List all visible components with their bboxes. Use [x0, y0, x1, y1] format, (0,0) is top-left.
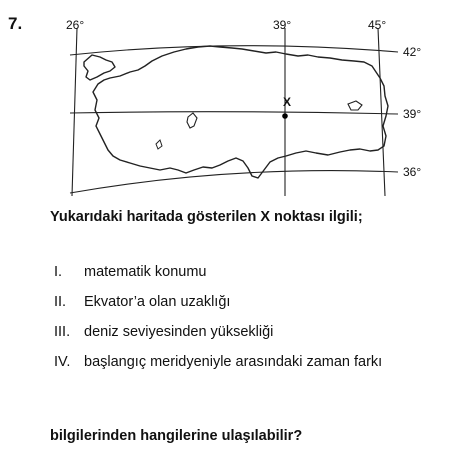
option-numeral: I. [54, 264, 63, 280]
lake-tuz [187, 113, 197, 128]
parallel-label-42: 42° [403, 45, 422, 59]
meridian-label-26: 26° [66, 18, 85, 32]
question-number: 7. [8, 14, 23, 33]
point-x-label: X [283, 95, 292, 109]
thrace-outline [84, 55, 115, 80]
meridian-label-39: 39° [273, 18, 292, 32]
option-item [54, 322, 444, 343]
turkey-map [0, 0, 451, 205]
parallel-label-39: 39° [403, 107, 422, 121]
parallel-line-42 [70, 46, 398, 55]
option-item [54, 352, 444, 373]
question-stem: Yukarıdaki haritada gösterilen X noktası ilgili; [50, 209, 363, 225]
option-list [54, 262, 444, 382]
option-item [54, 292, 444, 313]
option-item [54, 262, 444, 283]
lake-beysehir [156, 140, 162, 149]
point-x-marker [282, 113, 288, 119]
option-text: Ekvator’a olan uzaklığı [84, 294, 231, 310]
option-text: başlangıç meridyeniyle arasındaki zaman farkı [84, 354, 383, 370]
option-numeral: III. [54, 324, 71, 340]
option-text: deniz seviyesinden yüksekliği [84, 324, 274, 340]
parallel-line-36 [70, 171, 398, 193]
meridian-line-26 [72, 28, 77, 196]
parallel-label-36: 36° [403, 165, 422, 179]
parallel-line-39 [70, 112, 398, 114]
option-numeral: IV. [54, 354, 71, 370]
meridian-label-45: 45° [368, 18, 387, 32]
lake-van [348, 101, 362, 110]
option-numeral: II. [54, 294, 67, 310]
option-text: matematik konumu [84, 264, 207, 280]
question-closing: bilgilerinden hangilerine ulaşılabilir? [50, 428, 303, 444]
